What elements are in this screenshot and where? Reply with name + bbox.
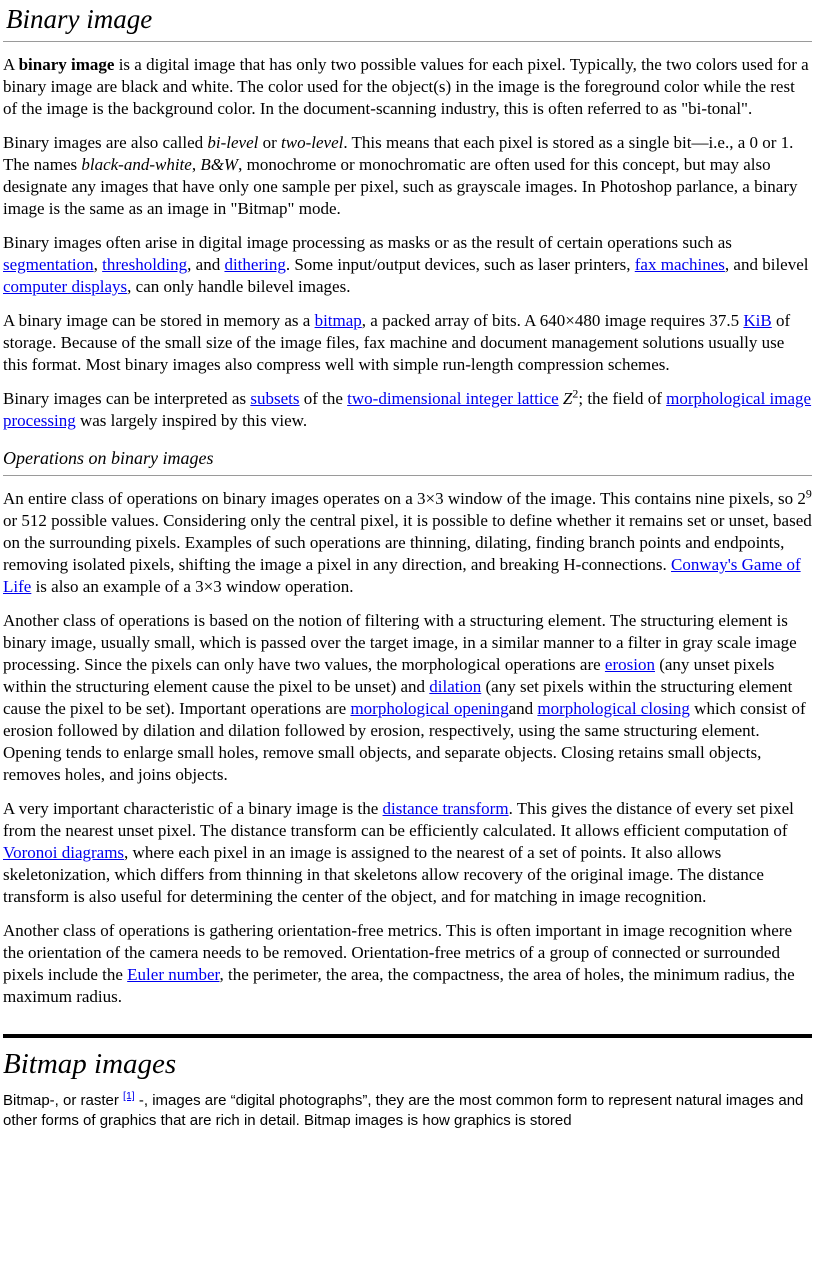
link-dilation[interactable]: dilation [429,676,482,696]
italic-text: Z [562,389,573,409]
italic-text: bi-level [207,133,259,153]
link-voronoi-diagrams[interactable]: Voronoi diagrams [3,842,125,862]
page-title: Binary image [6,4,153,34]
link-erosion[interactable]: erosion [604,654,655,674]
link-dithering[interactable]: dithering [224,255,286,275]
link-morphological-opening[interactable]: morphological opening [350,698,509,718]
link-thresholding[interactable]: thresholding [102,255,188,275]
link-fax-machines[interactable]: fax machines [634,255,725,275]
section-heading-operations: Operations on binary images [3,448,812,476]
link-morphological-image-processing[interactable]: morphological image processing [3,389,812,431]
paragraph-intro-4: A binary image can be stored in memory as a bitmap, a packed array of bits. A 640×480 image requires 37.5 KiB of storage. Because of the small size of the image files, fax machine and document management solutions usually use this format. Most binary images also compress well with simple run-length compression schemes. [3,311,791,375]
link-segmentation[interactable]: segmentation [3,255,94,275]
section-heading-bitmap: Bitmap images [3,1047,177,1080]
link-morphological-closing[interactable]: morphological closing [537,698,690,718]
superscript-text: 2 [572,386,579,401]
paragraph-bitmap-1: Bitmap-, or raster [1] -, images are “digital photographs”, they are the most common form to represent natural images and other forms of graphics that are rich in detail. Bitmap images is how graphics is stored [3,1089,804,1129]
link-conway-s-game-of-life[interactable]: Conway's Game of Life [3,554,801,596]
link-computer-displays[interactable]: computer displays [3,277,128,297]
reference-superscript [123,1090,135,1102]
italic-text: black-and-white [81,155,192,175]
link-euler-number[interactable]: Euler number [127,964,220,984]
paragraph-intro-5: Binary images can be interpreted as subsets of the two-dimensional integer lattice $Z^2$; the field of morphological image processing was largely inspired by this view. [3,386,812,431]
paragraph-intro-1: A binary image is a digital image that has only two possible values for each pixel. Typically, the two colors used for a binary image are black and white. The color used for the object(s) in the image is the foreground color while the rest of the image is the background color. In the document-scanning industry, this is often referred to as "bi-tonal". [3,55,809,119]
paragraph-intro-3: Binary images often arise in digital image processing as masks or as the result of certain operations such as segmentation, thresholding, and dithering. Some input/output devices, such as laser printers, fax machines, and bilevel computer displays, can only handle bilevel images. [3,233,809,297]
paragraph-operations-1: An entire class of operations on binary images operates on a 3×3 window of the image. This contains nine pixels, so $2^9$ or 512 possible values. Considering only the central pixel, it is possible to define whether it remains set or unset, based on the surrounding pixels. Examples of such operations are thinning, dilating, finding branch points and endpoints, removing isolated pixels, shifting the image a pixel in any direction, and breaking H-connections. Conway's Game of Life is also an example of a 3×3 window operation. [3,485,812,596]
paragraph-operations-2: Another class of operations is based on the notion of filtering with a structuring element. The structuring element is binary image, usually small, which is passed over the target image, in a similar manner to a filter in gray scale image processing. Since the pixels can only have two values, the morphological operations are erosion (any unset pixels within the structuring element cause the pixel to be unset) and dilation (any set pixels within the structuring element cause the pixel to be set). Important operations are morphological openingand morphological closing which consist of erosion followed by dilation and dilation followed by erosion, respectively, using the same structuring element. Opening tends to enlarge small holes, remove small objects, and separate objects. Closing retains small objects, removes holes, and joins objects. [3,610,806,784]
link-distance-transform[interactable]: distance transform [382,798,509,818]
superscript-text: 9 [805,485,812,500]
link-bitmap[interactable]: bitmap [314,311,362,331]
paragraph-intro-2: Binary images are also called bi-level or two-level. This means that each pixel is stored as a single bit—i.e., a 0 or 1. The names black-and-white, B&W, monochrome or monochromatic are often used for this concept, but may also designate any images that have only one sample per pixel, such as grayscale images. In Photoshop parlance, a binary image is the same as an image in "Bitmap" mode. [3,133,798,219]
thick-divider [3,1034,812,1038]
title-divider [3,41,812,42]
italic-text: B&W [200,155,239,175]
link-subsets[interactable]: subsets [250,389,300,409]
bold-text: binary image [18,55,115,75]
link-two-dimensional-integer-lattice[interactable]: two-dimensional integer lattice [347,389,559,409]
link-1[interactable]: [1] [123,1089,135,1102]
paragraph-operations-4: Another class of operations is gathering orientation-free metrics. This is often important in image recognition where the orientation of the camera needs to be removed. Orientation-free metrics of a group of connected or surrounded pixels include the Euler number, the perimeter, the area, the compactness, the area of holes, the minimum radius, the maximum radius. [3,920,795,1006]
paragraph-operations-3: A very important characteristic of a binary image is the distance transform. This gives the distance of every set pixel from the nearest unset pixel. The distance transform can be efficiently calculated. It allows efficient computation of Voronoi diagrams, where each pixel in an image is assigned to the nearest of a set of points. It also allows skeletonization, which differs from thinning in that skeletons allow recovery of the original image. The distance transform is also useful for determining the center of the object, and for matching in image recognition. [3,798,794,906]
italic-text: two-level [281,133,344,153]
link-kib[interactable]: KiB [743,311,772,331]
